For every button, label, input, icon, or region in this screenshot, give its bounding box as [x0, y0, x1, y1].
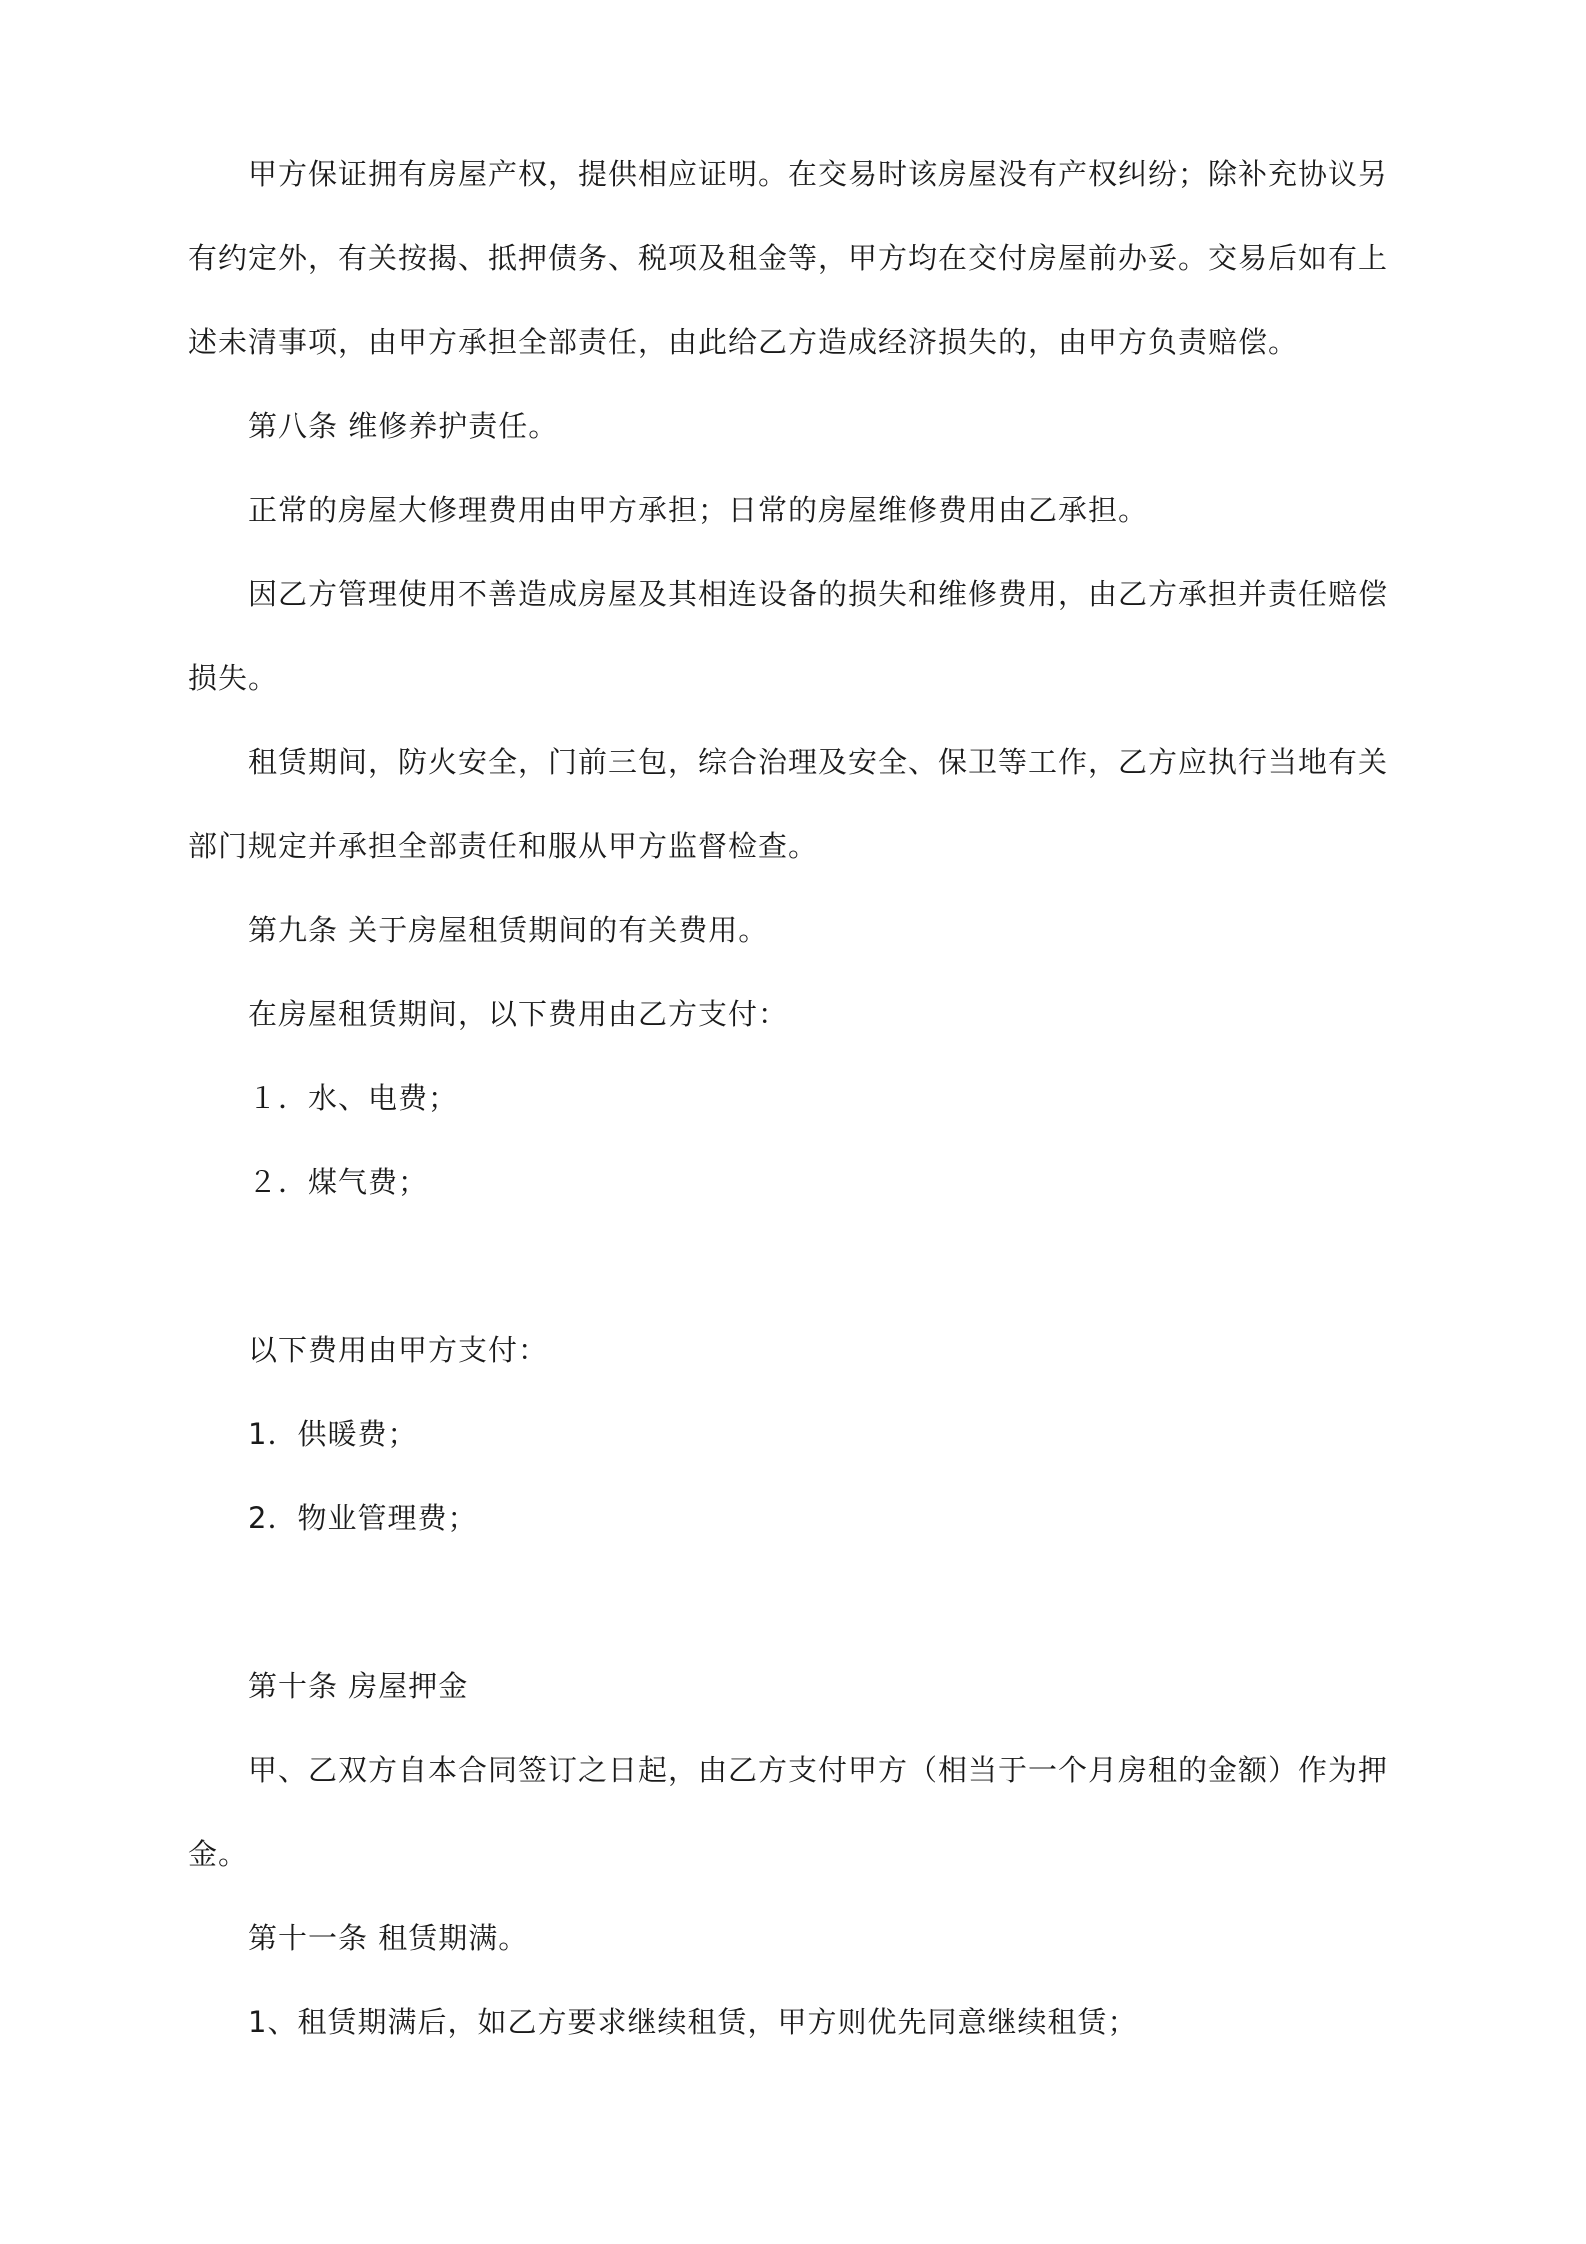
article-11-heading: [188, 1896, 1408, 1980]
text-line: 部门规定并承担全部责任和服从甲方监督检查。: [188, 829, 819, 863]
list-item: 1．供暖费；: [248, 1417, 418, 1451]
list-item: ２．煤气费；: [248, 1165, 429, 1199]
text-line: 正常的房屋大修理费用由甲方承担；日常的房屋维修费用由乙承担。: [248, 493, 1149, 527]
text-line: 金。: [188, 1837, 249, 1871]
paragraph-lease-renewal: [188, 1980, 1408, 2064]
text-line: 第九条 关于房屋租赁期间的有关费用。: [248, 913, 769, 947]
text-line: 1、租赁期满后，如乙方要求继续租赁，甲方则优先同意继续租赁；: [248, 2005, 1138, 2039]
text-line: 甲方保证拥有房屋产权，提供相应证明。在交易时该房屋没有产权纠纷；除补充协议另: [248, 157, 1389, 191]
text-line: 第十一条 租赁期满。: [248, 1921, 529, 1955]
list-item: １．水、电费；: [248, 1081, 459, 1115]
text-line: 第十条 房屋押金: [248, 1669, 469, 1703]
paragraph-damage-liability: [188, 552, 1408, 720]
text-line: 因乙方管理使用不善造成房屋及其相连设备的损失和维修费用，由乙方承担并责任赔偿: [248, 577, 1389, 611]
text-line: 第八条 维修养护责任。: [248, 409, 559, 443]
tenant-fee-item-2: [188, 1140, 1408, 1224]
landlord-fee-item-1: [188, 1392, 1408, 1476]
article-9-heading: [188, 888, 1408, 972]
text-line: 甲、乙双方自本合同签订之日起，由乙方支付甲方（相当于一个月房租的金额）作为押: [248, 1753, 1389, 1787]
text-line: 在房屋租赁期间，以下费用由乙方支付：: [248, 997, 789, 1031]
article-10-heading: [188, 1644, 1408, 1728]
text-line: 述未清事项，由甲方承担全部责任，由此给乙方造成经济损失的，由甲方负责赔偿。: [188, 325, 1299, 359]
text-line: 租赁期间，防火安全，门前三包，综合治理及安全、保卫等工作，乙方应执行当地有关: [248, 745, 1389, 779]
paragraph-property-guarantee: [188, 132, 1408, 384]
text-line: 有约定外，有关按揭、抵押债务、税项及租金等，甲方均在交付房屋前办妥。交易后如有上: [188, 241, 1389, 275]
tenant-fees-intro: [188, 972, 1408, 1056]
text-line: 以下费用由甲方支付：: [248, 1333, 549, 1367]
text-line: 损失。: [188, 661, 279, 695]
paragraph-repair-costs: [188, 468, 1408, 552]
landlord-fees-intro: [188, 1308, 1408, 1392]
paragraph-deposit: [188, 1728, 1408, 1896]
tenant-fee-item-1: [188, 1056, 1408, 1140]
list-item: 2．物业管理费；: [248, 1501, 478, 1535]
article-8-heading: [188, 384, 1408, 468]
paragraph-safety-duties: [188, 720, 1408, 888]
landlord-fee-item-2: [188, 1476, 1408, 1560]
